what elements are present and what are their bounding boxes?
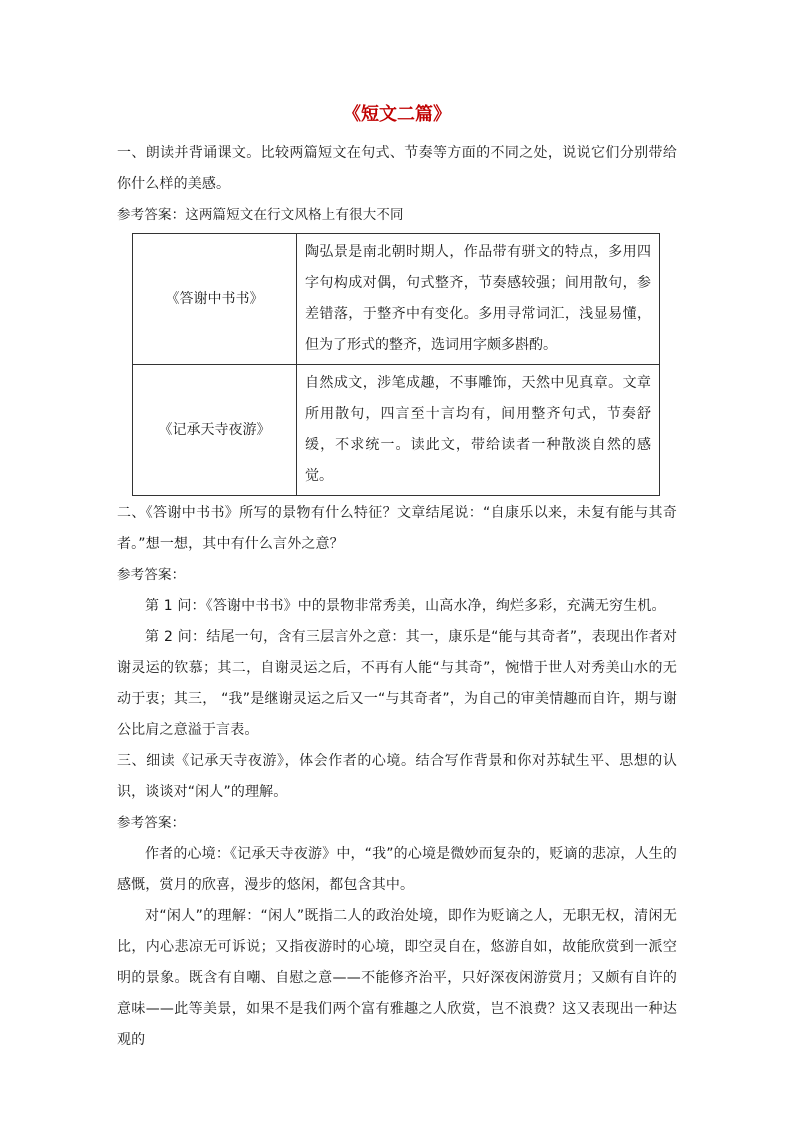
answer-3-part-2: 对“闲人”的理解：“闲人”既指二人的政治处境，即作为贬谪之人，无职无权，清闲无比，内心悲凉无可诉说；又指夜游时的心境，即空灵自在，悠游自如，故能欣赏到一派空明的景象。既含有自嘲、自慰之意——不能修齐治平，只好深夜闲游赏月；又颇有自许的意味——此等美景，如果不是我们两个富有雅趣之人欣赏，岂不浪费？这又表现出一种达观的 xyxy=(117,908,677,1048)
table-cell-description: 自然成文，涉笔成趣，不事雕饰，天然中见真章。文章所用散句，四言至十言均有，间用整齐句式，节奏舒缓，不求统一。读此文，带给读者一种散淡自然的感觉。 xyxy=(297,365,660,496)
table-row xyxy=(133,365,660,496)
answer-3-label: 参考答案： xyxy=(117,815,186,831)
table-cell-description: 陶弘景是南北朝时期人，作品带有骈文的特点，多用四字句构成对偶，句式整齐，节奏感较强；间用散句，参差错落，于整齐中有变化。多用寻常词汇，浅显易懂，但为了形式的整齐，选词用字颇多斟酌。 xyxy=(297,234,660,365)
document-title: 《短文二篇》 xyxy=(343,104,451,125)
comparison-table xyxy=(132,233,660,496)
table-row xyxy=(133,234,660,365)
document-body xyxy=(117,138,677,1056)
question-1: 一、朗读并背诵课文。比较两篇短文在句式、节奏等方面的不同之处，说说它们分别带给你什么样的美感。 xyxy=(117,145,677,192)
table-cell-title: 《记承天寺夜游》 xyxy=(133,365,297,496)
answer-2-part-1: 第 1 问：《答谢中书书》中的景物非常秀美，山高水净，绚烂多彩，充满无穷生机。 xyxy=(145,598,666,614)
answer-2-label: 参考答案： xyxy=(117,567,186,583)
answer-1-intro: 参考答案：这两篇短文在行文风格上有很大不同 xyxy=(117,207,404,223)
question-2: 二、《答谢中书书》所写的景物有什么特征？文章结尾说：“自康乐以来，未复有能与其奇者。”想一想，其中有什么言外之意？ xyxy=(117,505,677,552)
answer-3-part-1: 作者的心境：《记承天寺夜游》中，“我”的心境是微妙而复杂的，贬谪的悲凉，人生的感慨，赏月的欣喜，漫步的悠闲，都包含其中。 xyxy=(117,846,677,893)
question-3: 三、细读《记承天寺夜游》，体会作者的心境。结合写作背景和你对苏轼生平、思想的认识，谈谈对“闲人”的理解。 xyxy=(117,753,677,800)
table-cell-title: 《答谢中书书》 xyxy=(133,234,297,365)
answer-2-part-2: 第 2 问：结尾一句，含有三层言外之意：其一，康乐是“能与其奇者”，表现出作者对谢灵运的钦慕；其二，自谢灵运之后，不再有人能“与其奇”，惋惜于世人对秀美山水的无动于衷；其三， “我”是继谢灵运之后又一“与其奇者”，为自己的审美情趣而自许，期与谢公比肩之意溢于言表。 xyxy=(117,629,677,738)
